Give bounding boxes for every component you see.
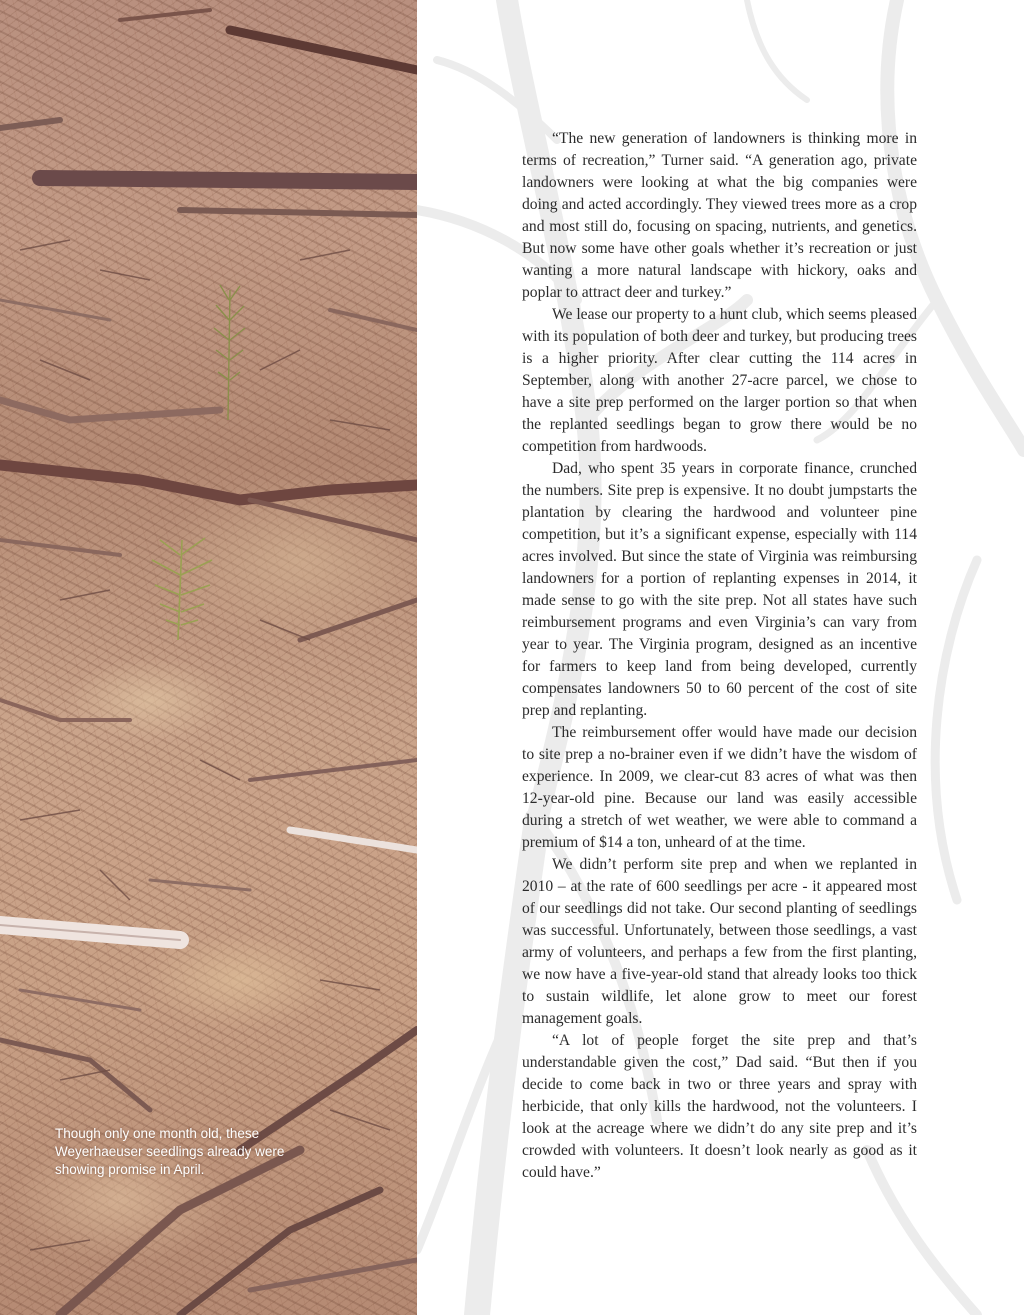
article-paragraph: We lease our property to a hunt club, which seems pleased with its population of both deer and turkey, but producing trees is a higher priority. After clear cutting the 114 acres in September, along with another 27-acre parcel, we chose to have a site prep performed on the larger portion so that when the replanted seedlings began to grow there would be no competition from hardwoods. <box>522 306 917 455</box>
article-paragraph: The reimbursement offer would have made our decision to site prep a no-brainer even if we didn’t have the wisdom of experience. In 2009, we clear-cut 83 acres of what was then 12-year-old pine. Because our land was easily accessible during a stretch of wet weather, we were able to command a premium of $14 a ton, unheard of at the time. <box>522 724 917 851</box>
article-paragraph: “A lot of people forget the site prep and that’s understandable given the cost,” Dad said. “But then if you decide to come back in two or three years and spray with herbicide, that only kills the hardwood, not the volunteers. I look at the acreage where we didn’t do any site prep and it’s crowded with volunteers. It doesn’t look nearly as good as it could have.” <box>522 1032 917 1181</box>
caption-line: Weyerhaeuser seedlings already were <box>55 1144 285 1159</box>
photo-caption <box>55 1125 325 1179</box>
article-paragraph: We didn’t perform site prep and when we replanted in 2010 – at the rate of 600 seedlings per acre - it appeared most of our seedlings did not take. Our second planting of seedlings was successful. Unfortunately, between those seedlings, a vast army of volunteers, and perhaps a few from the first planting, we now have a five-year-old stand that already looks too thick to sustain wildlife, let alone grow to meet our forest management goals. <box>522 856 917 1027</box>
seedling-photo <box>0 0 417 1315</box>
caption-line: Though only one month old, these <box>55 1126 260 1141</box>
article-paragraph: Dad, who spent 35 years in corporate finance, crunched the numbers. Site prep is expensive. It no doubt jumpstarts the plantation by clearing the hardwood and volunteer pine competition, but it’s a significant expense, especially with 114 acres involved. But since the state of Virginia was reimbursing landowners for a portion of replanting expenses in 2014, it made sense to go with the site prep. Not all states have such reimbursement programs and even Virginia’s can vary from year to year. The Virginia program, designed as an incentive for farmers to keep land from being developed, currently compensates landowners 50 to 60 percent of the cost of site prep and replanting. <box>522 460 917 719</box>
caption-line: showing promise in April. <box>55 1162 205 1177</box>
article-body <box>522 128 917 1184</box>
article-paragraph: “The new generation of landowners is thinking more in terms of recreation,” Turner said. “A generation ago, private landowners were looking at what the big companies were doing and acted accordingly. They viewed trees more as a crop and most still do, focusing on spacing, nutrients, and genetics. But now some have other goals whether it’s recreation or just wanting a more natural landscape with hickory, oaks and poplar to attract deer and turkey.” <box>522 130 917 301</box>
photo-illustration <box>0 0 417 1315</box>
